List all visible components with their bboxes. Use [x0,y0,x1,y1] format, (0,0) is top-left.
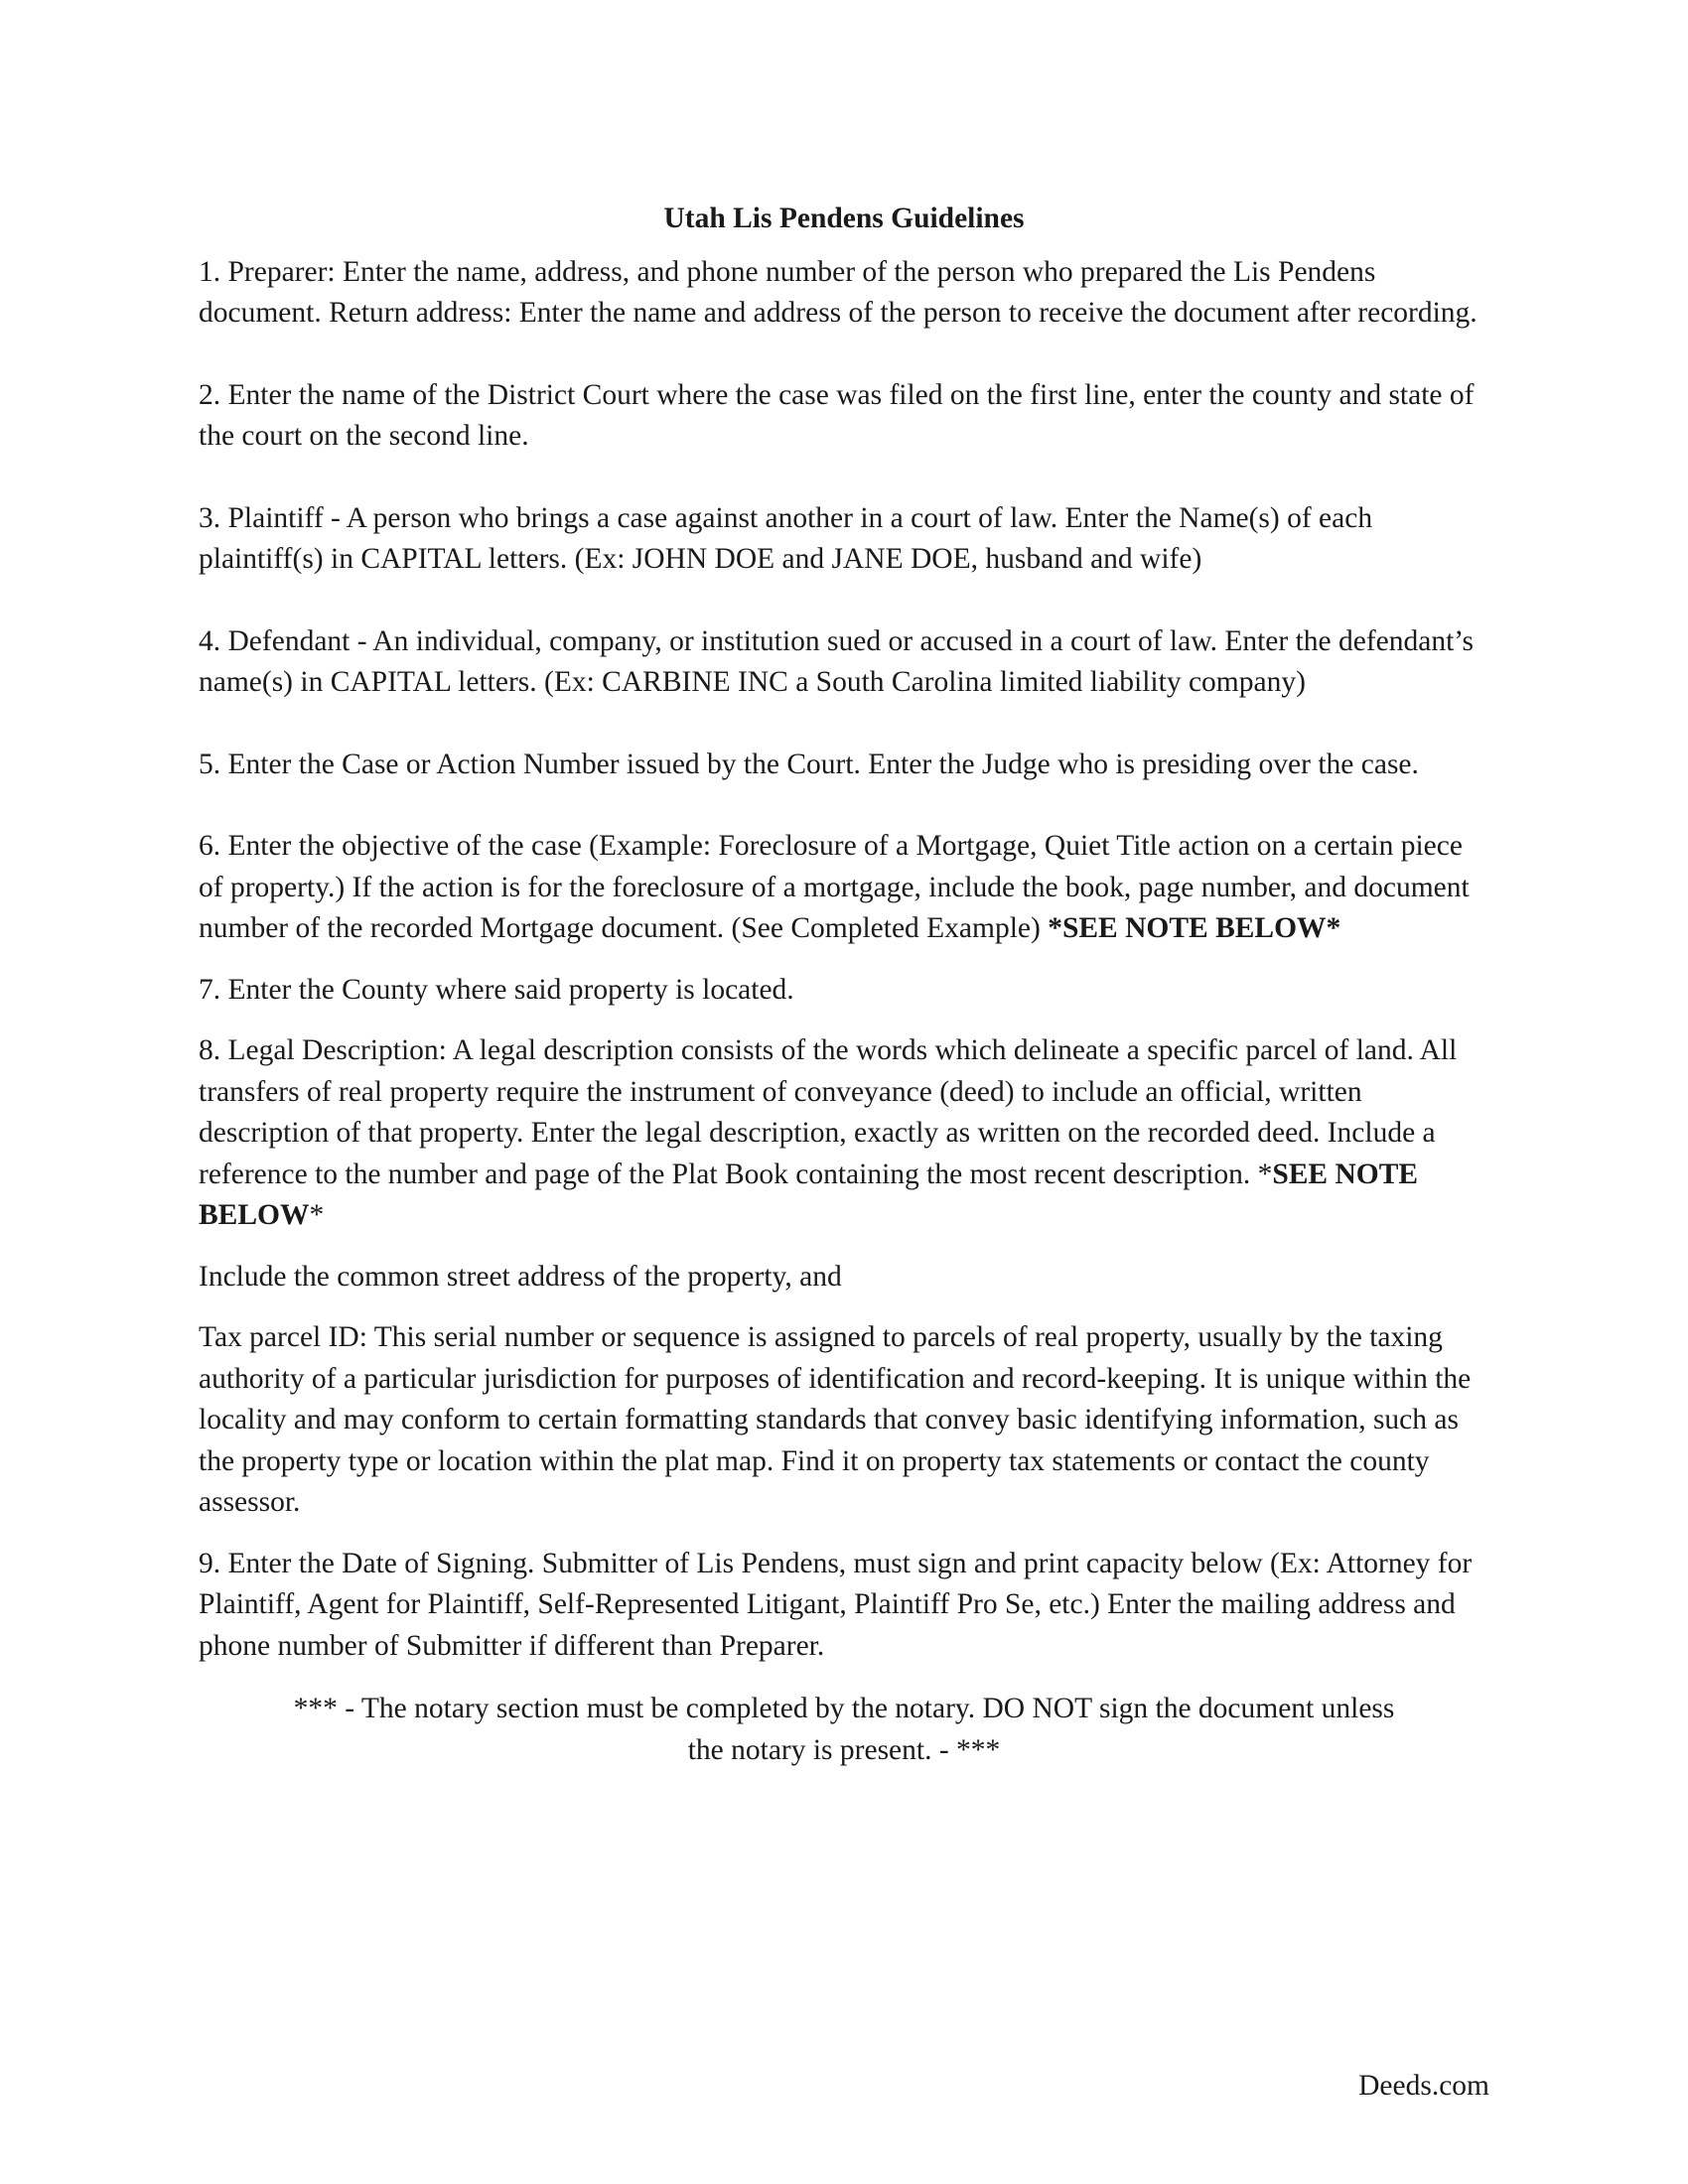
notary-notice-line-2: the notary is present. - *** [687,1733,1001,1766]
footer-brand: Deeds.com [1358,2070,1489,2102]
guideline-item-5: 5. Enter the Case or Action Number issued by the Court. Enter the Judge who is presiding over the case. [199,748,1419,780]
guideline-item-6 [199,826,1489,950]
document-body [199,199,1489,1771]
guideline-item-9: 9. Enter the Date of Signing. Submitter of Lis Pendens, must sign and print capacity below (Ex: Attorney for Plaintiff, Agent for Plaintiff, Self-Represented Litigant, Plaintiff Pro Se, etc.) Enter the mailing address and phone number of Submitter if different than Preparer. [199,1547,1473,1662]
guideline-item-8-text: 8. Legal Description: A legal description consists of the words which delineate a specific parcel of land. All transfers of real property require the instrument of conveyance (deed) to include an official, written description of that property. Enter the legal description, exactly as written on the recorded deed. Include a reference to the number and page of the Plat Book containing the most recent description. [199,1034,1458,1190]
guideline-item-6-text: 6. Enter the objective of the case (Example: Foreclosure of a Mortgage, Quiet Title action on a certain piece of property.) If the action is for the foreclosure of a mortgage, include the book, page number, and document number of the recorded Mortgage document. (See Completed Example) [199,830,1470,944]
see-note-below-8-suffix: * [309,1199,325,1231]
guideline-item-1: 1. Preparer: Enter the name, address, and phone number of the person who prepared the Lis Pendens document. Return address: Enter the name and address of the person to receive the document after recording. [199,255,1477,329]
guideline-item-3: 3. Plaintiff - A person who brings a case against another in a court of law. Enter the Name(s) of each plaintiff(s) in CAPITAL letters. (Ex: JOHN DOE and JANE DOE, husband and wife) [199,501,1373,575]
see-note-below-8-prefix: * [1257,1158,1273,1190]
guideline-item-8-address: Include the common street address of the property, and [199,1260,842,1293]
guideline-item-7: 7. Enter the County where said property is located. [199,973,794,1006]
guideline-item-4: 4. Defendant - An individual, company, or institution sued or accused in a court of law. Enter the defendant’s name(s) in CAPITAL letters. (Ex: CARBINE INC a South Carolina limited liability company) [199,624,1474,698]
guideline-item-8-tax-parcel: Tax parcel ID: This serial number or sequence is assigned to parcels of real property, usually by the taxing authority of a particular jurisdiction for purposes of identification and record-keeping. It is unique within the locality and may conform to certain formatting standards that convey basic identifying information, such as the property type or location within the plat map. Find it on property tax statements or contact the county assessor. [199,1321,1472,1518]
document-title: Utah Lis Pendens Guidelines [663,203,1025,234]
guideline-item-8 [199,1030,1489,1237]
see-note-below-8: SEE NOTE BELOW [199,1158,1419,1231]
notary-notice-line-1: *** - The notary section must be completed by the notary. DO NOT sign the document unless [293,1693,1395,1724]
guideline-item-2: 2. Enter the name of the District Court where the case was filed on the first line, enter the county and state of the court on the second line. [199,378,1475,452]
see-note-below-6: *SEE NOTE BELOW* [1048,912,1341,944]
